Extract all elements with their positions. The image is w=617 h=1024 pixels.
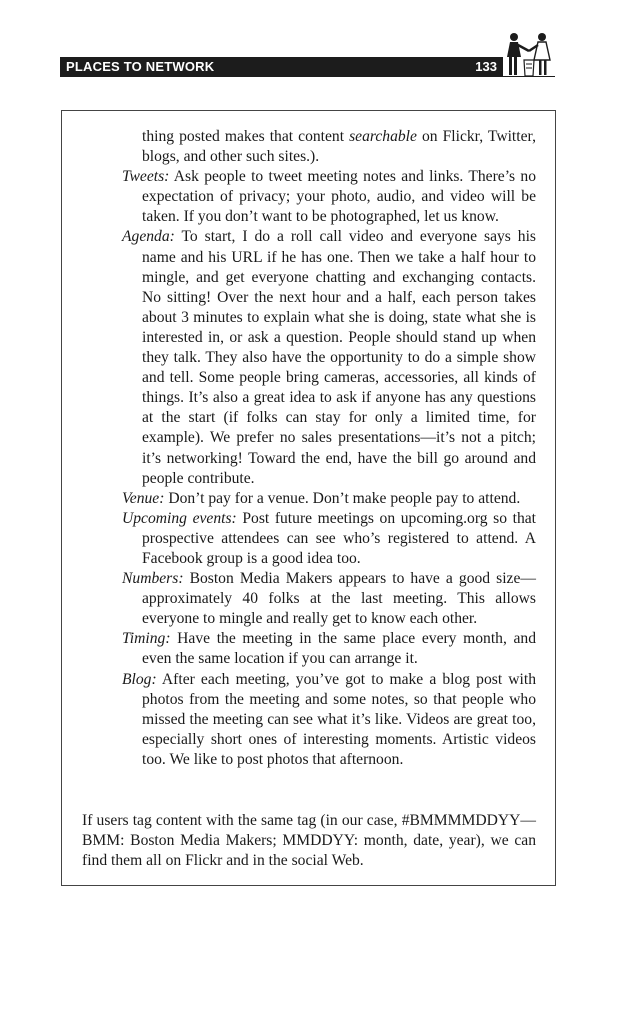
continuation-text: thing posted makes that content bbox=[142, 128, 350, 145]
continuation-emphasis: searchable bbox=[349, 128, 417, 145]
entry-text: To start, I do a roll call video and everyone says his name and his URL if he has one. Then we take a half hour to mingle, and get everyone chatting and exchanging contacts. No sitting! Over the next hour and a half, each person takes about 3 minutes to explain what she is doing, state what she is interested in, or ask a question. People should stand up when they talk. They also have the opportunity to do a simple show and tell. Some people bring cameras, accessories, all kinds of things. It’s also a great idea to ask if anyone has any questions at the start (if folks can stay for only a limited time, for example). We prefer no sales presentations—it’s not a pitch; it’s networking! Toward the end, have the bill go around and people contribute. bbox=[142, 228, 536, 487]
entry-term: Tweets: bbox=[122, 168, 170, 186]
entry-term: Agenda: bbox=[122, 228, 175, 246]
continuation-text-end: on Flickr, Twitter, blogs, and other such sites.). bbox=[142, 128, 536, 166]
entry-text: Have the meeting in the same place every month, and even the same location if you can arrange it. bbox=[142, 630, 537, 668]
entry-venue bbox=[122, 489, 536, 509]
entry-agenda bbox=[122, 227, 536, 488]
entry-text: Post future meetings on upcoming.org so that prospective attendees can see who’s registered to attend. A Facebook group is a good idea too. bbox=[142, 509, 536, 567]
header-bar bbox=[60, 57, 503, 77]
entry-text: After each meeting, you’ve got to make a blog post with photos from the meeting and some notes, so that people who missed the meeting can see what it’s like. Videos are great too, especially short ones of interesting moments. Artistic videos too. We like to post photos that afternoon. bbox=[142, 670, 536, 768]
entry-blog bbox=[122, 670, 536, 770]
entry-numbers bbox=[122, 569, 536, 629]
continuation-paragraph bbox=[122, 127, 536, 167]
section-title: PLACES TO NETWORK bbox=[66, 59, 215, 74]
entry-term: Timing: bbox=[122, 630, 171, 648]
entry-text: Ask people to tweet meeting notes and links. There’s no expectation of privacy; your photo, audio, and video will be taken. If you don’t want to be photographed, let us know. bbox=[142, 168, 536, 226]
entry-timing bbox=[122, 629, 536, 669]
entry-text: Don’t pay for a venue. Don’t make people pay to attend. bbox=[168, 489, 521, 507]
page-number: 133 bbox=[475, 59, 497, 74]
entry-term: Blog: bbox=[122, 670, 157, 688]
entry-list bbox=[122, 127, 536, 770]
entry-text: Boston Media Makers appears to have a good size—approximately 40 folks at the last meeting. This allows everyone to mingle and really get to know each other. bbox=[142, 570, 536, 628]
entry-upcoming-events bbox=[122, 509, 536, 569]
closing-paragraph: If users tag content with the same tag (in our case, #BMMMMDDYY—BMM: Boston Media Makers; MMDDYY: month, date, year), we can find them all on Flickr and in the social Web. bbox=[82, 812, 536, 870]
entry-term: Venue: bbox=[122, 489, 165, 507]
handshake-icon bbox=[502, 30, 556, 78]
entry-term: Numbers: bbox=[122, 570, 184, 588]
entry-term: Upcoming events: bbox=[122, 509, 237, 527]
sidebar-box bbox=[61, 110, 556, 886]
entry-tweets bbox=[122, 167, 536, 227]
